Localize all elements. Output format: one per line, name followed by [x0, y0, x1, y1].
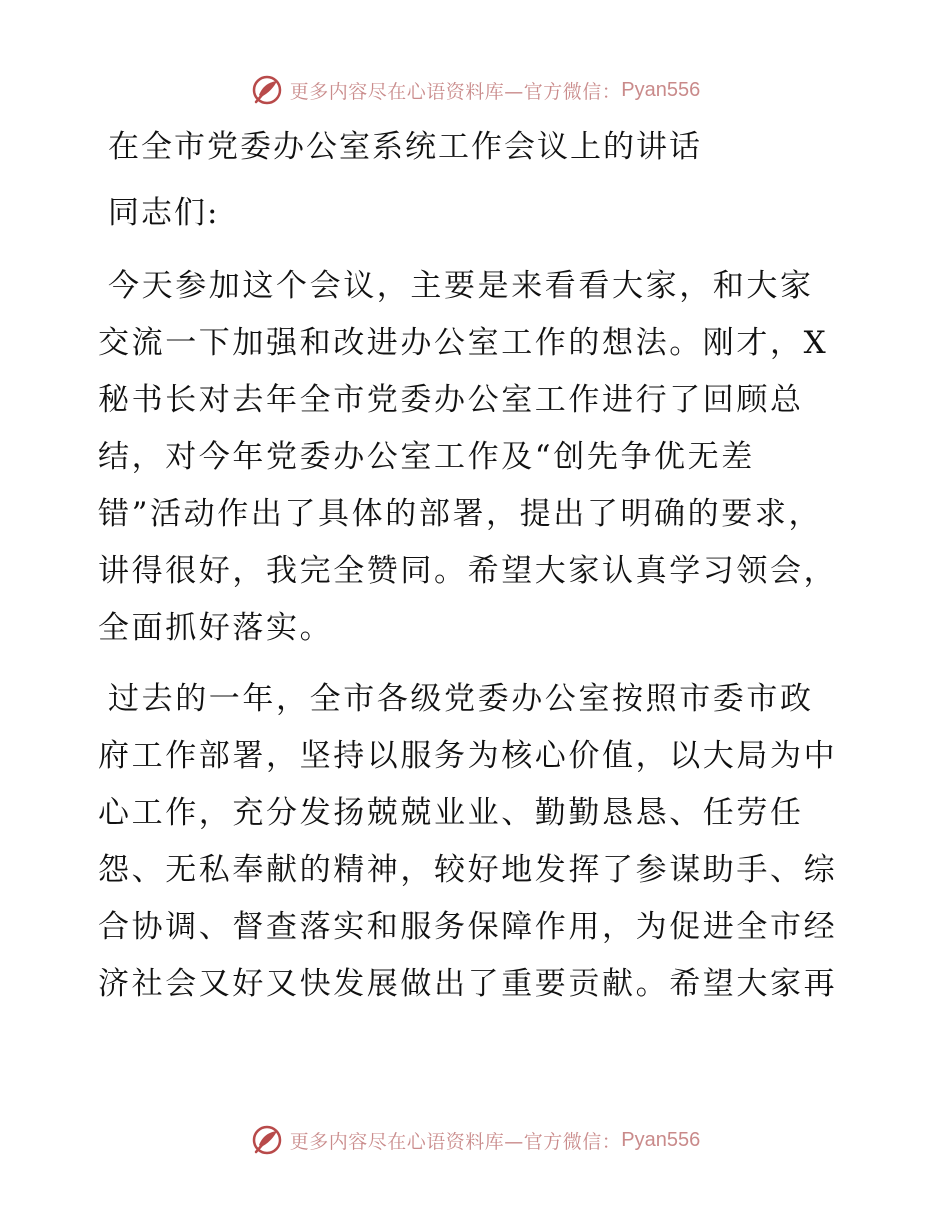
paragraph-line: 合协调、督查落实和服务保障作用，为促进全市经	[98, 909, 838, 945]
banner-text: 更多内容尽在心语资料库—官方微信：	[289, 80, 622, 103]
header-watermark-banner	[0, 70, 950, 110]
greeting: 同志们:	[108, 195, 220, 231]
paragraph-line: 秘书长对去年全市党委办公室工作进行了回顾总	[98, 382, 804, 418]
paragraph-line: 结，对今年党委办公室工作及“创先争优无差	[98, 439, 755, 475]
document-body	[98, 118, 858, 1027]
banner-wechat-id: Pyan556	[621, 1128, 701, 1151]
paragraph-line: 全面抓好落实。	[98, 610, 334, 646]
pen-nib-logo-icon	[250, 1123, 284, 1157]
paragraph-line: 怨、无私奉献的精神，较好地发挥了参谋助手、综	[98, 852, 838, 888]
paragraph-line: 交流一下加强和改进办公室工作的想法。刚才，X	[98, 325, 829, 361]
paragraph-line: 错”活动作出了具体的部署，提出了明确的要求，	[98, 496, 823, 532]
footer-watermark-banner	[0, 1120, 950, 1160]
paragraph-1	[98, 258, 858, 657]
banner-text: 更多内容尽在心语资料库—官方微信：	[289, 1130, 622, 1153]
paragraph-line: 济社会又好又快发展做出了重要贡献。希望大家再	[98, 966, 838, 1002]
paragraph-2	[98, 671, 858, 1013]
pen-nib-logo-icon	[250, 73, 284, 107]
paragraph-line: 过去的一年，全市各级党委办公室按照市委市政	[108, 681, 814, 717]
paragraph-line: 府工作部署，坚持以服务为核心价值，以大局为中	[98, 738, 838, 774]
paragraph-line: 今天参加这个会议，主要是来看看大家，和大家	[108, 268, 814, 304]
banner-wechat-id: Pyan556	[621, 78, 701, 101]
paragraph-line: 心工作，充分发扬兢兢业业、勤勤恳恳、任劳任	[98, 795, 804, 831]
document-title: 在全市党委办公室系统工作会议上的讲话	[108, 129, 702, 165]
paragraph-line: 讲得很好，我完全赞同。希望大家认真学习领会，	[98, 553, 838, 589]
